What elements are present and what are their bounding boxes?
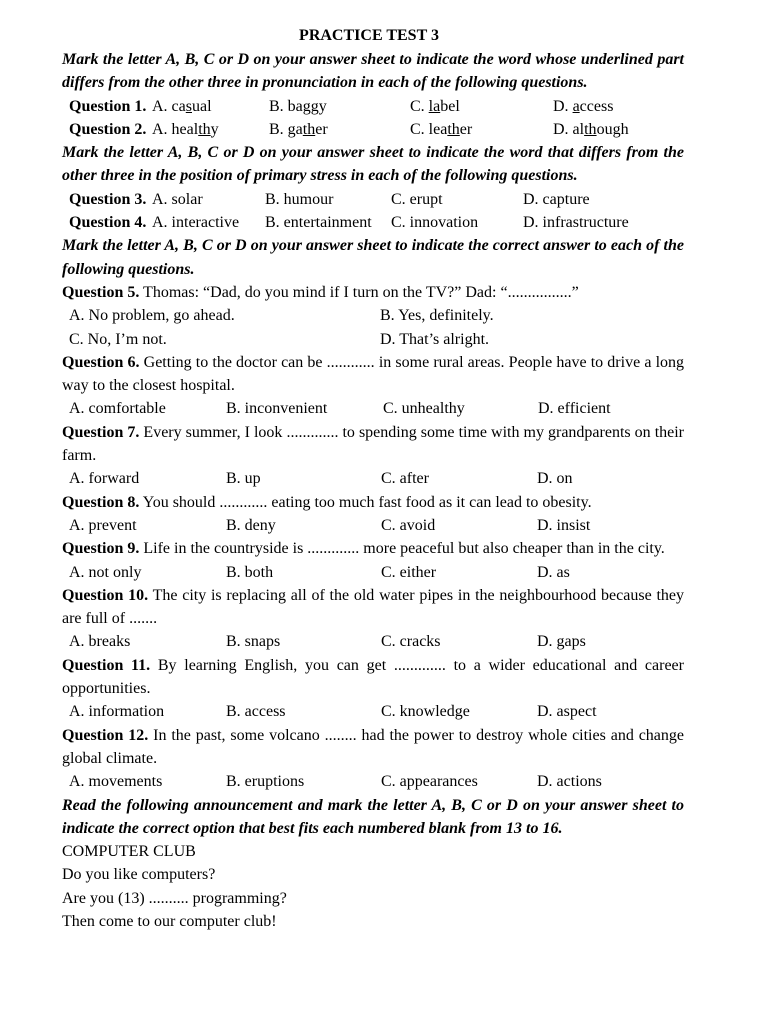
question-12-option-a: A. movements — [69, 773, 163, 791]
question-6-text: Getting to the doctor can be ............ in some rural areas. People have to drive a long way to the closest hospital. — [62, 353, 685, 395]
question-10-stem — [62, 584, 684, 631]
instruction-stress: Mark the letter A, B, C or D on your answer sheet to indicate the word that differs from the other three in the position of primary stress in each of the following questions. — [62, 144, 684, 185]
announcement-heading: COMPUTER CLUB — [62, 843, 196, 861]
question-11-label: Question 11. — [62, 656, 151, 674]
question-5-label: Question 5. — [62, 283, 140, 301]
question-12-text: In the past, some volcano ........ had the power to destroy whole cities and change global climate. — [62, 726, 684, 767]
question-5-option-c: C. No, I’m not. — [69, 330, 167, 348]
question-2-option-c: C. leather — [410, 120, 473, 138]
announcement-line-3: Then come to our computer club! — [62, 912, 277, 930]
question-7-options — [62, 467, 684, 490]
question-3-option-a: A. solar — [152, 190, 203, 208]
question-4 — [62, 211, 684, 234]
question-6-label: Question 6. — [62, 353, 140, 371]
question-7-label: Question 7. — [62, 423, 140, 441]
question-7-option-a: A. forward — [69, 470, 140, 488]
question-5-options-row-1 — [62, 304, 684, 327]
question-6-stem — [62, 351, 684, 398]
question-12-stem — [62, 724, 684, 771]
question-1-label: Question 1. — [69, 97, 147, 115]
question-1 — [62, 95, 684, 118]
question-6-options — [62, 397, 684, 420]
question-2 — [62, 118, 684, 141]
question-8-option-d: D. insist — [537, 516, 591, 534]
question-4-option-a: A. interactive — [152, 214, 240, 232]
question-8-stem — [62, 491, 684, 514]
question-12-option-b: B. eruptions — [226, 773, 305, 791]
question-9-option-d: D. as — [537, 563, 570, 581]
announcement-line-1: Do you like computers? — [62, 866, 216, 884]
question-7-option-b: B. up — [226, 470, 261, 488]
question-11-option-d: D. aspect — [537, 703, 597, 721]
question-6-option-d: D. efficient — [538, 400, 611, 418]
question-6-option-c: C. unhealthy — [383, 400, 465, 418]
question-9-option-c: C. either — [381, 563, 437, 581]
instruction-reading: Read the following announcement and mark the letter A, B, C or D on your answer sheet to indicate the correct option that best fits each numbered blank from 13 to 16. — [62, 796, 684, 837]
question-9-options — [62, 561, 684, 584]
question-12-option-d: D. actions — [537, 773, 602, 791]
question-2-option-d: D. although — [553, 120, 629, 138]
question-12-label: Question 12. — [62, 726, 149, 744]
question-5-option-a: A. No problem, go ahead. — [69, 307, 235, 325]
question-11-options — [62, 700, 684, 723]
question-9-label: Question 9. — [62, 540, 140, 558]
question-12-options — [62, 770, 684, 793]
question-6-option-a: A. comfortable — [69, 400, 166, 418]
question-11-option-a: A. information — [69, 703, 165, 721]
question-10-text: The city is replacing all of the old water pipes in the neighbourhood because they are full of ....... — [62, 586, 685, 628]
question-2-option-b: B. gather — [269, 120, 328, 138]
question-2-option-a: A. healthy — [152, 120, 219, 138]
question-5-option-b: B. Yes, definitely. — [380, 307, 494, 325]
question-1-option-c: C. label — [410, 97, 460, 115]
question-9-option-a: A. not only — [69, 563, 142, 581]
question-1-option-d: D. access — [553, 97, 614, 115]
question-5-stem — [62, 281, 684, 304]
question-7-option-c: C. after — [381, 470, 429, 488]
question-10-option-a: A. breaks — [69, 633, 131, 651]
practice-test-page — [62, 24, 684, 933]
question-7-text: Every summer, I look ............. to spending some time with my grandparents on their farm. — [62, 423, 685, 465]
question-9-stem — [62, 537, 684, 560]
question-8-text: You should ............ eating too much fast food as it can lead to obesity. — [139, 493, 592, 511]
question-9-option-b: B. both — [226, 563, 274, 581]
announcement-line-2: Are you (13) .......... programming? — [62, 889, 287, 907]
question-8-option-b: B. deny — [226, 516, 276, 534]
question-4-option-b: B. entertainment — [265, 214, 372, 232]
question-11-text: By learning English, you can get ............. to a wider educational and career opportunities. — [62, 656, 684, 698]
question-9-text: Life in the countryside is ............. more peaceful but also cheaper than in the city. — [139, 540, 665, 558]
question-11-option-c: C. knowledge — [381, 703, 470, 721]
instruction-correct-answer: Mark the letter A, B, C or D on your answer sheet to indicate the correct answer to each of the following questions. — [62, 237, 684, 278]
question-10-option-b: B. snaps — [226, 633, 281, 651]
question-8-options — [62, 514, 684, 537]
question-8-option-a: A. prevent — [69, 516, 137, 534]
question-4-option-d: D. infrastructure — [523, 214, 629, 232]
question-5-text: Thomas: “Dad, do you mind if I turn on the TV?” Dad: “................” — [139, 283, 579, 301]
question-3-label: Question 3. — [69, 190, 147, 208]
question-8-option-c: C. avoid — [381, 516, 436, 534]
question-2-label: Question 2. — [69, 120, 147, 138]
question-7-stem — [62, 421, 684, 468]
question-4-option-c: C. innovation — [391, 214, 479, 232]
question-11-stem — [62, 654, 684, 701]
question-1-option-a: A. casual — [152, 97, 212, 115]
question-3-option-c: C. erupt — [391, 190, 443, 208]
question-6-option-b: B. inconvenient — [226, 400, 328, 418]
question-10-option-c: C. cracks — [381, 633, 441, 651]
question-3-option-b: B. humour — [265, 190, 334, 208]
question-1-option-b: B. baggy — [269, 97, 327, 115]
question-10-options — [62, 630, 684, 653]
instruction-pronunciation: Mark the letter A, B, C or D on your answer sheet to indicate the word whose underlined part differs from the other three in pronunciation in each of the following questions. — [62, 51, 684, 92]
question-12-option-c: C. appearances — [381, 773, 478, 791]
question-5-options-row-2 — [62, 328, 684, 351]
question-8-label: Question 8. — [62, 493, 140, 511]
page-title: PRACTICE TEST 3 — [299, 27, 439, 44]
question-10-label: Question 10. — [62, 586, 149, 604]
question-3-option-d: D. capture — [523, 190, 590, 208]
question-4-label: Question 4. — [69, 214, 147, 232]
question-5-option-d: D. That’s alright. — [380, 330, 490, 348]
question-11-option-b: B. access — [226, 703, 286, 721]
question-3 — [62, 188, 684, 211]
question-10-option-d: D. gaps — [537, 633, 586, 651]
question-7-option-d: D. on — [537, 470, 573, 488]
